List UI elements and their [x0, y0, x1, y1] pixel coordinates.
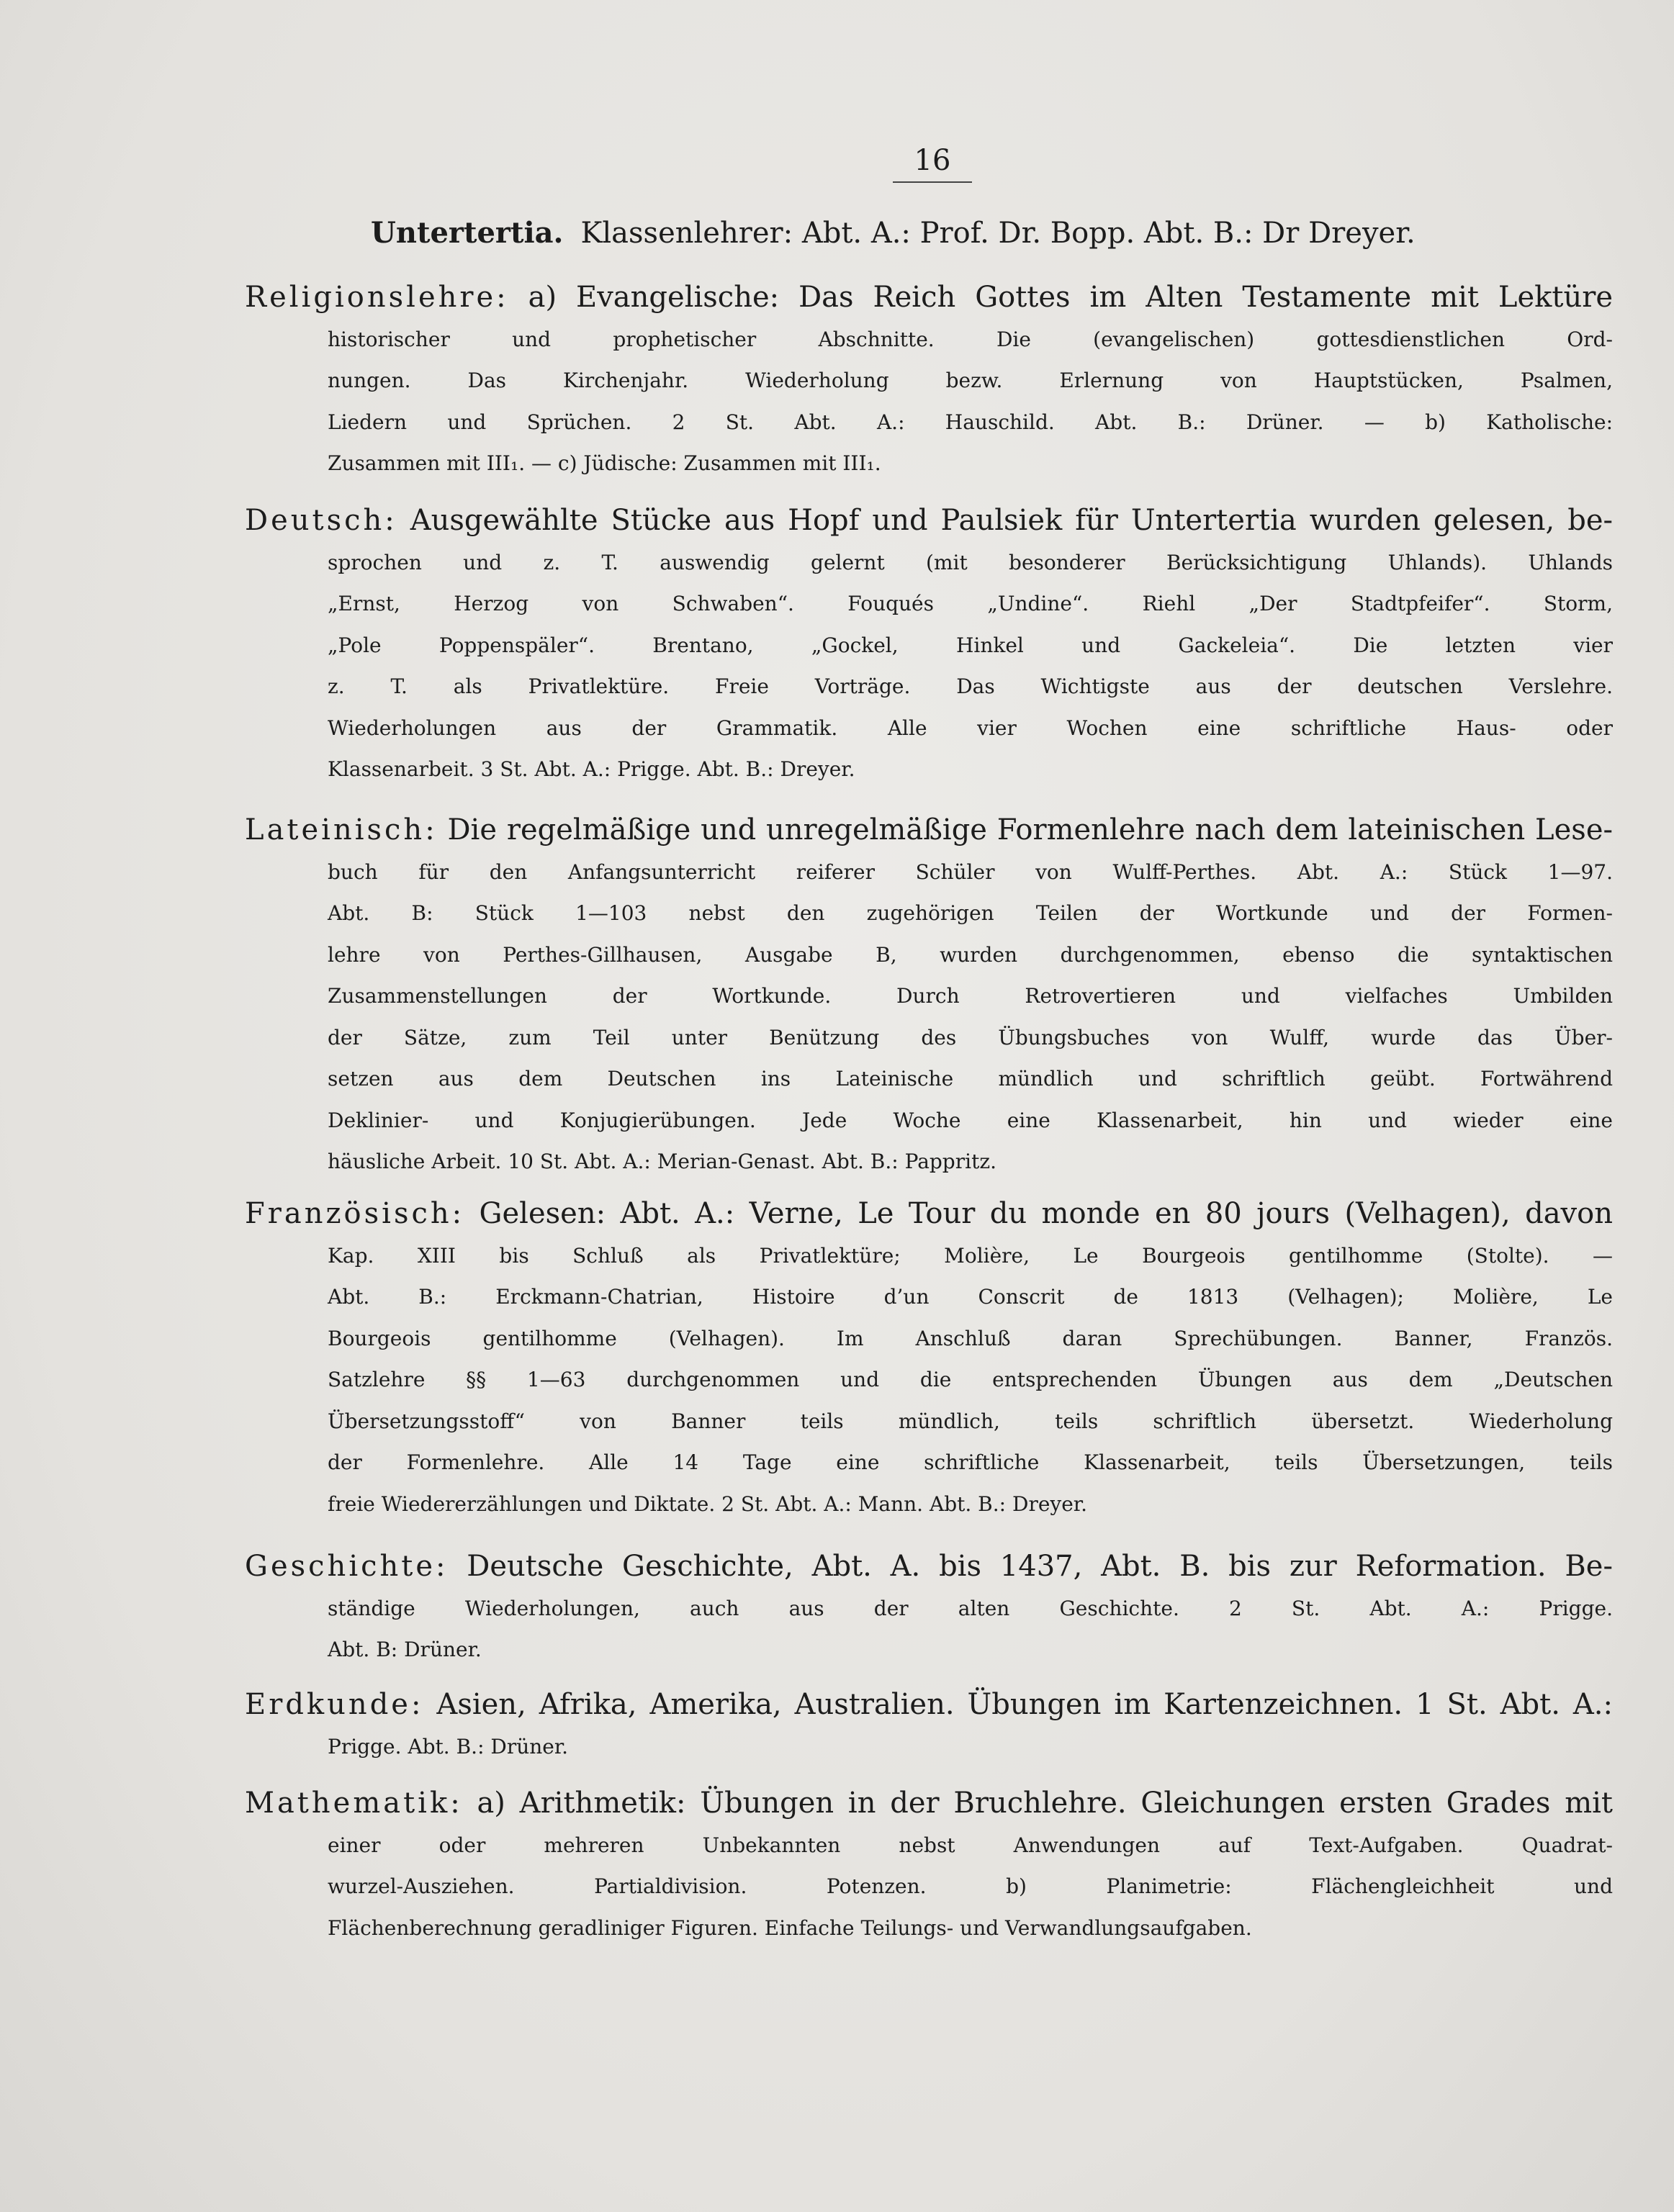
section-religion [245, 277, 1613, 484]
section-first-line [245, 500, 1613, 542]
section-deutsch [245, 500, 1613, 790]
section-first-line [245, 277, 1613, 319]
section-line: Bourgeois gentilhomme (Velhagen). Im Anschluß daran Sprechübungen. Banner, Französ. [328, 1326, 1613, 1350]
section-erdkunde [245, 1684, 1613, 1767]
section-label: Erdkunde: [245, 1688, 424, 1721]
section-line: Abt. B.: Erckmann-Chatrian, Histoire d’un Conscrit de 1813 (Velhagen); Molière, Le [328, 1285, 1613, 1309]
section-line: „Ernst, Herzog von Schwaben“. Fouqués „Undine“. Riehl „Der Stadtpfeifer“. Storm, [328, 592, 1613, 615]
section-text: a) Arithmetik: Übungen in der Bruchlehre. Gleichungen ersten Grades mit [462, 1787, 1613, 1820]
class-teachers: Klassenlehrer: Abt. A.: Prof. Dr. Bopp. Abt. B.: Dr Dreyer. [580, 217, 1416, 250]
section-text: a) Evangelische: Das Reich Gottes im Alten Testamente mit Lektüre [508, 281, 1613, 314]
section-line: Satzlehre §§ 1—63 durchgenommen und die entsprechenden Übungen aus dem „Deutschen [328, 1368, 1613, 1391]
section-line: Liedern und Sprüchen. 2 St. Abt. A.: Hauschild. Abt. B.: Drüner. — b) Katholische: [328, 410, 1613, 434]
section-first-line [245, 1193, 1613, 1235]
section-text: Die regelmäßige und unregelmäßige Formenlehre nach dem lateinischen Lese- [437, 813, 1613, 847]
section-line: Prigge. Abt. B.: Drüner. [328, 1734, 569, 1759]
section-text: Gelesen: Abt. A.: Verne, Le Tour du monde en 80 jours (Velhagen), davon [464, 1197, 1613, 1230]
section-first-line [245, 810, 1613, 852]
section-line: der Sätze, zum Teil unter Benützung des Übungsbuches von Wulff, wurde das Über- [328, 1025, 1613, 1049]
section-line: häusliche Arbeit. 10 St. Abt. A.: Merian-Genast. Abt. B.: Pappritz. [328, 1150, 996, 1173]
section-line: ständige Wiederholungen, auch aus der alten Geschichte. 2 St. Abt. A.: Prigge. [328, 1596, 1613, 1620]
section-line: Abt. B: Stück 1—103 nebst den zugehörigen Teilen der Wortkunde und der Formen- [328, 901, 1613, 925]
section-mathematik [245, 1783, 1613, 1949]
section-label: Mathematik: [245, 1787, 463, 1820]
section-line: sprochen und z. T. auswendig gelernt (mit besonderer Berücksichtigung Uhlands). Uhlands [328, 550, 1613, 574]
section-line: einer oder mehreren Unbekannten nebst Anwendungen auf Text-Aufgaben. Quadrat- [328, 1833, 1613, 1857]
section-label: Geschichte: [245, 1550, 449, 1583]
section-line: Übersetzungsstoff“ von Banner teils mündlich, teils schriftlich übersetzt. Wiederholung [328, 1409, 1613, 1433]
section-line: Kap. XIII bis Schluß als Privatlektüre; Molière, Le Bourgeois gentilhomme (Stolte). — [328, 1243, 1613, 1268]
section-label: Deutsch: [245, 504, 397, 537]
section-line: historischer und prophetischer Abschnitte. Die (evangelischen) gottesdienstlichen Ord- [328, 327, 1613, 351]
section-line: Flächenberechnung geradliniger Figuren. Einfache Teilungs- und Verwandlungsaufgaben. [328, 1915, 1252, 1940]
section-first-line [245, 1684, 1613, 1726]
section-label: Lateinisch: [245, 813, 438, 847]
section-geschichte [245, 1546, 1613, 1671]
section-line: Abt. B: Drüner. [328, 1638, 482, 1661]
section-line: nungen. Das Kirchenjahr. Wiederholung bezw. Erlernung von Hauptstücken, Psalmen, [328, 369, 1613, 392]
section-line: Klassenarbeit. 3 St. Abt. A.: Prigge. Abt. B.: Dreyer. [328, 757, 855, 781]
section-line: setzen aus dem Deutschen ins Lateinische mündlich und schriftlich geübt. Fortwährend [328, 1067, 1613, 1091]
section-text: Deutsche Geschichte, Abt. A. bis 1437, Abt. B. bis zur Reformation. Be- [448, 1550, 1613, 1583]
section-line: Zusammenstellungen der Wortkunde. Durch Retrovertieren und vielfaches Umbilden [328, 984, 1613, 1008]
section-first-line [245, 1783, 1613, 1825]
section-line: wurzel-Ausziehen. Partialdivision. Potenzen. b) Planimetrie: Flächengleichheit und [328, 1874, 1613, 1898]
section-text: Asien, Afrika, Amerika, Australien. Übungen im Kartenzeichnen. 1 St. Abt. A.: [423, 1688, 1613, 1721]
section-line: Deklinier- und Konjugierübungen. Jede Woche eine Klassenarbeit, hin und wieder eine [328, 1108, 1613, 1132]
section-line: der Formenlehre. Alle 14 Tage eine schriftliche Klassenarbeit, teils Übersetzungen, teils [328, 1450, 1613, 1474]
section-line: buch für den Anfangsunterricht reiferer Schüler von Wulff-Perthes. Abt. A.: Stück 1—97. [328, 859, 1613, 884]
section-latein [245, 810, 1613, 1183]
section-label: Religionslehre: [245, 281, 509, 314]
section-line: Wiederholungen aus der Grammatik. Alle vier Wochen eine schriftliche Haus- oder [328, 715, 1613, 740]
section-franzoesisch [245, 1193, 1613, 1525]
section-line: lehre von Perthes-Gillhausen, Ausgabe B, wurden durchgenommen, ebenso die syntaktischen [328, 942, 1613, 967]
section-line: Zusammen mit III₁. — c) Jüdische: Zusammen mit III₁. [328, 451, 881, 475]
section-line: z. T. als Privatlektüre. Freie Vorträge. Das Wichtigste aus der deutschen Verslehre. [328, 674, 1613, 698]
page-number: 16 [893, 144, 972, 183]
class-title: Untertertia. [371, 216, 564, 250]
section-first-line [245, 1546, 1613, 1588]
section-text: Ausgewählte Stücke aus Hopf und Paulsiek für Untertertia wurden gelesen, be- [397, 504, 1613, 537]
section-label: Französisch: [245, 1197, 465, 1230]
class-heading [371, 216, 1416, 250]
section-line: freie Wiedererzählungen und Diktate. 2 St. Abt. A.: Mann. Abt. B.: Dreyer. [328, 1491, 1087, 1516]
section-line: „Pole Poppenspäler“. Brentano, „Gockel, Hinkel und Gackeleia“. Die letzten vier [328, 633, 1613, 657]
